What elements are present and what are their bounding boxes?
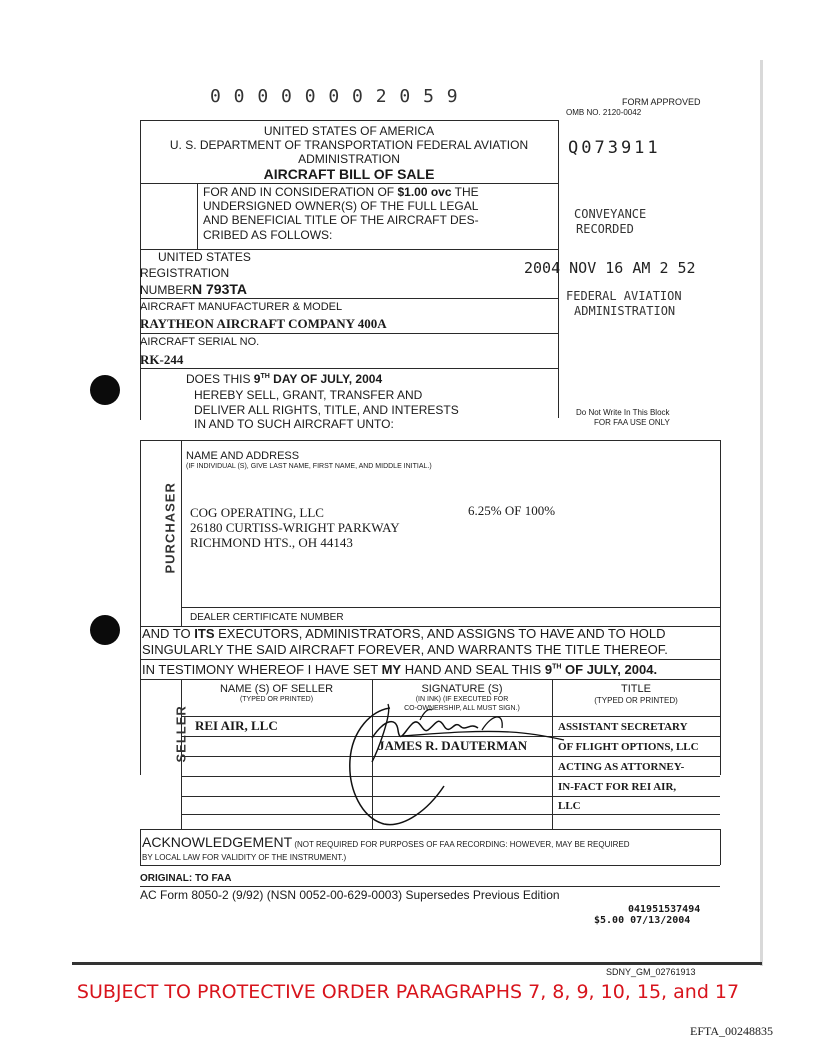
- seller-title-line-4: IN-FACT FOR REI AIR,: [558, 781, 677, 793]
- purchaser-side-label: PURCHASER: [162, 482, 178, 574]
- serial-value: RK-244: [140, 352, 184, 367]
- seller-col2-sub2: CO-OWNERSHIP, ALL MUST SIGN.): [404, 705, 520, 712]
- seller-title-line-2: OF FLIGHT OPTIONS, LLC: [558, 741, 699, 753]
- seller-name: REI AIR, LLC: [195, 718, 278, 733]
- punch-hole-bottom: [90, 615, 120, 645]
- acknowledgement-line1: [142, 834, 630, 850]
- title-line2: U. S. DEPARTMENT OF TRANSPORTATION FEDERAL AVIATION: [169, 138, 529, 152]
- purchaser-address1: 26180 CURTISS-WRIGHT PARKWAY: [190, 520, 400, 535]
- testimony-divider: [140, 679, 720, 680]
- registration-label2: REGISTRATION: [140, 266, 230, 280]
- page-right-edge: [760, 60, 763, 966]
- consideration-indent: [197, 183, 198, 249]
- assigns-line2: SINGULARLY THE SAID AIRCRAFT FOREVER, AND WARRANTS THE TITLE THEREOF.: [142, 642, 668, 657]
- signer-name: JAMES R. DAUTERMAN: [378, 738, 528, 753]
- frame-right-lower: [720, 440, 721, 775]
- testimony-mid: HAND AND SEAL THIS: [401, 662, 545, 677]
- title-line3: ADMINISTRATION: [298, 152, 400, 166]
- frame-left-lower: [140, 440, 141, 775]
- testimony-day-sup: TH: [552, 663, 562, 671]
- protective-order-notice: SUBJECT TO PROTECTIVE ORDER PARAGRAPHS 7, 8, 9, 10, 15, and 17: [76, 981, 740, 1003]
- punch-hole-top: [90, 375, 120, 405]
- faa-only-line1: Do Not Write In This Block: [576, 408, 670, 417]
- document-id-stamp: Q073911: [568, 138, 661, 158]
- consideration-pre: FOR AND IN CONSIDERATION OF: [203, 185, 398, 199]
- seller-col3-sub: (TYPED OR PRINTED): [594, 696, 678, 705]
- consideration-line1: [203, 185, 479, 199]
- manufacturer-divider: [140, 333, 558, 334]
- form-designation: AC Form 8050-2 (9/92) (NSN 0052-00-629-0003) Supersedes Previous Edition: [140, 888, 560, 902]
- purchaser-side-divider: [181, 440, 182, 626]
- dealer-divider: [181, 607, 720, 608]
- registration-label1: UNITED STATES: [158, 250, 251, 264]
- conveyance-day: 9: [253, 372, 261, 386]
- manufacturer-label: AIRCRAFT MANUFACTURER & MODEL: [140, 301, 343, 313]
- conveyance-line2: HEREBY SELL, GRANT, TRANSFER AND: [194, 388, 423, 402]
- seller-title-line-1: ASSISTANT SECRETARY: [558, 721, 688, 733]
- manufacturer-value: RAYTHEON AIRCRAFT COMPANY 400A: [140, 316, 387, 331]
- consideration-line4: CRIBED AS FOLLOWS:: [203, 228, 333, 242]
- dealer-certificate-label: DEALER CERTIFICATE NUMBER: [190, 612, 344, 623]
- testimony-pre: IN TESTIMONY WHEREOF I HAVE SET: [142, 662, 382, 677]
- conveyance-day-sup: TH: [260, 373, 270, 380]
- registration-divider: [140, 298, 558, 299]
- conveyance-line4: IN AND TO SUCH AIRCRAFT UNTO:: [194, 417, 394, 431]
- seller-col2-title: SIGNATURE (S): [421, 683, 503, 695]
- acknowledgement-bottom: [140, 865, 720, 866]
- bates-number: SDNY_GM_02761913: [606, 967, 696, 977]
- title-divider: [140, 183, 558, 184]
- acknowledgement-note1: (NOT REQUIRED FOR PURPOSES OF FAA RECORDING: HOWEVER, MAY BE REQUIRED: [292, 840, 630, 849]
- seller-title-line-5: LLC: [558, 800, 581, 812]
- faa-stamp-line1: FEDERAL AVIATION: [566, 289, 682, 303]
- form-title: AIRCRAFT BILL OF SALE: [263, 166, 435, 182]
- form-approved: FORM APPROVED: [622, 97, 701, 107]
- does-this-line: [186, 372, 382, 386]
- testimony-day: 9: [544, 662, 553, 677]
- assigns-its: ITS: [194, 626, 215, 641]
- purchaser-name: COG OPERATING, LLC: [190, 505, 324, 520]
- serial-label: AIRCRAFT SERIAL NO.: [140, 336, 260, 348]
- conveyance-line3: DELIVER ALL RIGHTS, TITLE, AND INTERESTS: [194, 403, 459, 417]
- serial-divider: [140, 368, 558, 369]
- consideration-line3: AND BENEFICIAL TITLE OF THE AIRCRAFT DES-: [203, 213, 479, 227]
- testimony-my: MY: [381, 662, 402, 677]
- testimony-date: OF JULY, 2004.: [561, 662, 658, 677]
- acknowledgement-left: [140, 829, 141, 865]
- acknowledgement-top: [140, 829, 720, 830]
- conveyance-stamp-line1: CONVEYANCE: [574, 207, 647, 221]
- faa-stamp-line2: ADMINISTRATION: [574, 304, 676, 318]
- faa-only-line2: FOR FAA USE ONLY: [594, 418, 670, 427]
- assigns-post: EXECUTORS, ADMINISTRATORS, AND ASSIGNS TO HAVE AND TO HOLD: [214, 626, 666, 641]
- ownership-share: 6.25% OF 100%: [468, 503, 556, 518]
- frame-top: [140, 120, 558, 121]
- acknowledgement-line2: BY LOCAL LAW FOR VALIDITY OF THE INSTRUMENT.): [142, 853, 347, 862]
- assigns-pre: AND TO: [142, 626, 195, 641]
- omb-number: OMB NO. 2120-0042: [566, 108, 642, 117]
- consideration-amount: $1.00 ovc: [397, 185, 452, 199]
- conveyance-date: DAY OF JULY, 2004: [269, 372, 383, 386]
- purchaser-name-hint: (IF INDIVIDUAL (S), GIVE LAST NAME, FIRST NAME, AND MIDDLE INITIAL.): [186, 463, 432, 470]
- testimony-line: [142, 662, 657, 677]
- assigns-divider: [140, 659, 720, 660]
- original-to-faa: ORIGINAL: TO FAA: [140, 873, 232, 884]
- seller-col1-title: NAME (S) OF SELLER: [219, 683, 334, 695]
- recording-date-stamp: 2004 NOV 16 AM 2 52: [524, 259, 696, 277]
- assigns-line1: [142, 626, 666, 641]
- footer-divider: [140, 886, 720, 887]
- seller-col2-sub1: (IN INK) (IF EXECUTED FOR: [415, 696, 509, 703]
- purchaser-address2: RICHMOND HTS., OH 44143: [190, 535, 353, 550]
- purchaser-top: [140, 440, 720, 441]
- acknowledgement-right: [720, 829, 721, 865]
- purchaser-name-label: NAME AND ADDRESS: [186, 450, 300, 462]
- document-number: 0 0 0 0 0 0 0 2 0 5 9: [210, 86, 459, 107]
- page-bottom-edge: [72, 962, 762, 965]
- efta-number: EFTA_00248835: [690, 1024, 774, 1038]
- receipt-number: 041951537494: [628, 904, 701, 915]
- seller-col1-sub: (TYPED OR PRINTED): [239, 696, 314, 703]
- seller-title-line-3: ACTING AS ATTORNEY-: [558, 761, 685, 773]
- registration-number: N 793TA: [192, 281, 247, 297]
- consideration-post: THE: [451, 185, 479, 199]
- consideration-line2: UNDERSIGNED OWNER(S) OF THE FULL LEGAL: [203, 199, 479, 213]
- handwritten-signature: [332, 690, 572, 830]
- acknowledgement-heading: ACKNOWLEDGEMENT: [142, 834, 293, 850]
- does-this: DOES THIS: [186, 372, 254, 386]
- receipt-fee-date: $5.00 07/13/2004: [594, 915, 691, 926]
- conveyance-stamp-line2: RECORDED: [576, 222, 634, 236]
- seller-col3-title: TITLE: [621, 683, 651, 695]
- title-line1: UNITED STATES OF AMERICA: [263, 124, 435, 138]
- seller-side-label: SELLER: [173, 705, 189, 763]
- registration-label3: NUMBER: [140, 283, 193, 297]
